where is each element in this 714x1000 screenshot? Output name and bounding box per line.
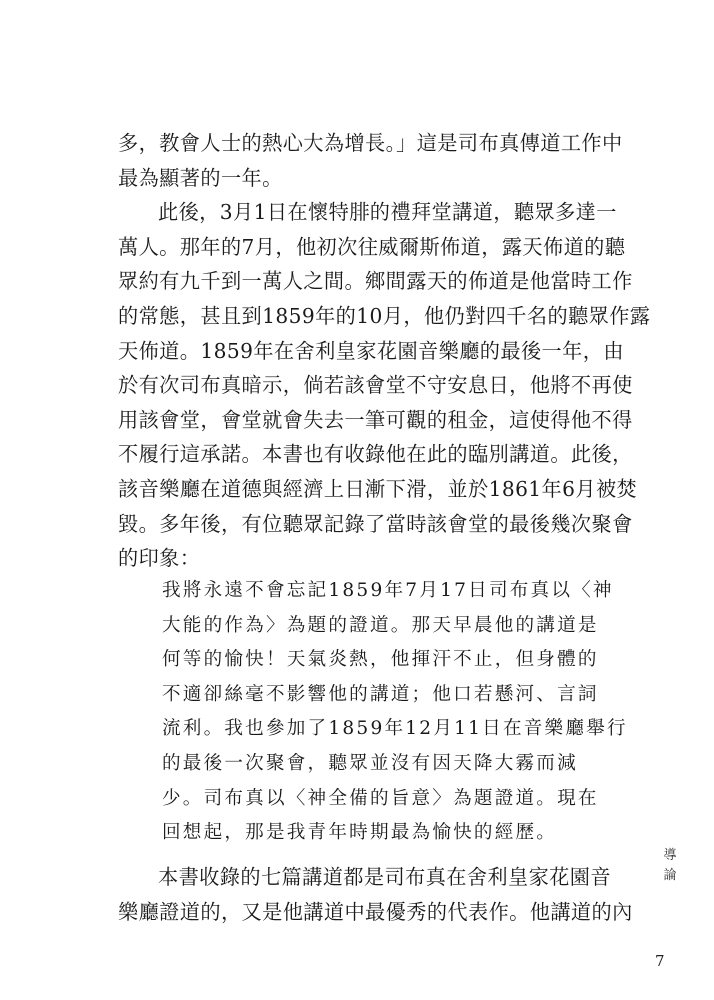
quote-line: 何等的愉快！天氣炎熱，他揮汗不止，但身體的	[162, 649, 599, 671]
text-line: 此後，3月1日在懷特腓的禮拜堂講道，聽眾多達一	[158, 200, 617, 225]
text-line: 的印象：	[118, 546, 201, 571]
main-text-top	[118, 126, 651, 576]
quote-line: 的最後一次聚會，聽眾並沒有因天降大霧而減	[162, 752, 578, 774]
text-line: 本書收錄的七篇講道都是司布真在舍利皇家花園音	[158, 865, 611, 889]
chapter-side-label	[660, 846, 680, 886]
text-line: 的常態，甚且到1859年的10月，他仍對四千名的聽眾作露	[118, 303, 651, 328]
text-line: 樂廳證道的，又是他講道中最優秀的代表作。他講道的內	[118, 899, 633, 924]
text-line: 萬人。那年的7月，他初次往威爾斯佈道，露天佈道的聽	[118, 234, 626, 259]
text-line: 眾約有九千到一萬人之間。鄉間露天的佈道是他當時工作	[118, 269, 633, 294]
text-line: 最為顯著的一年。	[118, 165, 283, 190]
block-quote	[162, 574, 628, 851]
text-line: 該音樂廳在道德與經濟上日漸下滑，並於1861年6月被焚	[118, 476, 638, 501]
text-line: 多，教會人士的熱心大為增長。」這是司布真傳道工作中	[118, 131, 623, 155]
main-text-bottom	[118, 860, 633, 929]
quote-line: 不適卻絲毫不影響他的講道；他口若懸河、言詞	[162, 683, 599, 705]
quote-line: 大能的作為〉為題的證道。那天早晨他的講道是	[162, 614, 599, 636]
side-label-char: 導	[663, 848, 677, 863]
text-line: 毀。多年後，有位聽眾記錄了當時該會堂的最後幾次聚會	[118, 511, 633, 536]
quote-line: 我將永遠不會忘記1859年7月17日司布真以〈神	[162, 580, 614, 601]
side-label-char: 論	[663, 868, 677, 883]
text-line: 用該會堂，會堂就會失去一筆可觀的租金，這使得他不得	[118, 407, 633, 432]
quote-line: 回想起，那是我青年時期最為愉快的經歷。	[162, 822, 558, 844]
text-line: 天佈道。1859年在舍利皇家花園音樂廳的最後一年，由	[118, 338, 624, 363]
page-number: 7	[655, 952, 665, 970]
text-line: 於有次司布真暗示，倘若該會堂不守安息日，他將不再使	[118, 373, 633, 398]
quote-line: 流利。我也參加了1859年12月11日在音樂廳舉行	[162, 718, 628, 740]
text-line: 不履行這承諾。本書也有收錄他在此的臨別講道。此後，	[118, 442, 633, 467]
quote-line: 少。司布真以〈神全備的旨意〉為題證道。現在	[162, 787, 599, 809]
